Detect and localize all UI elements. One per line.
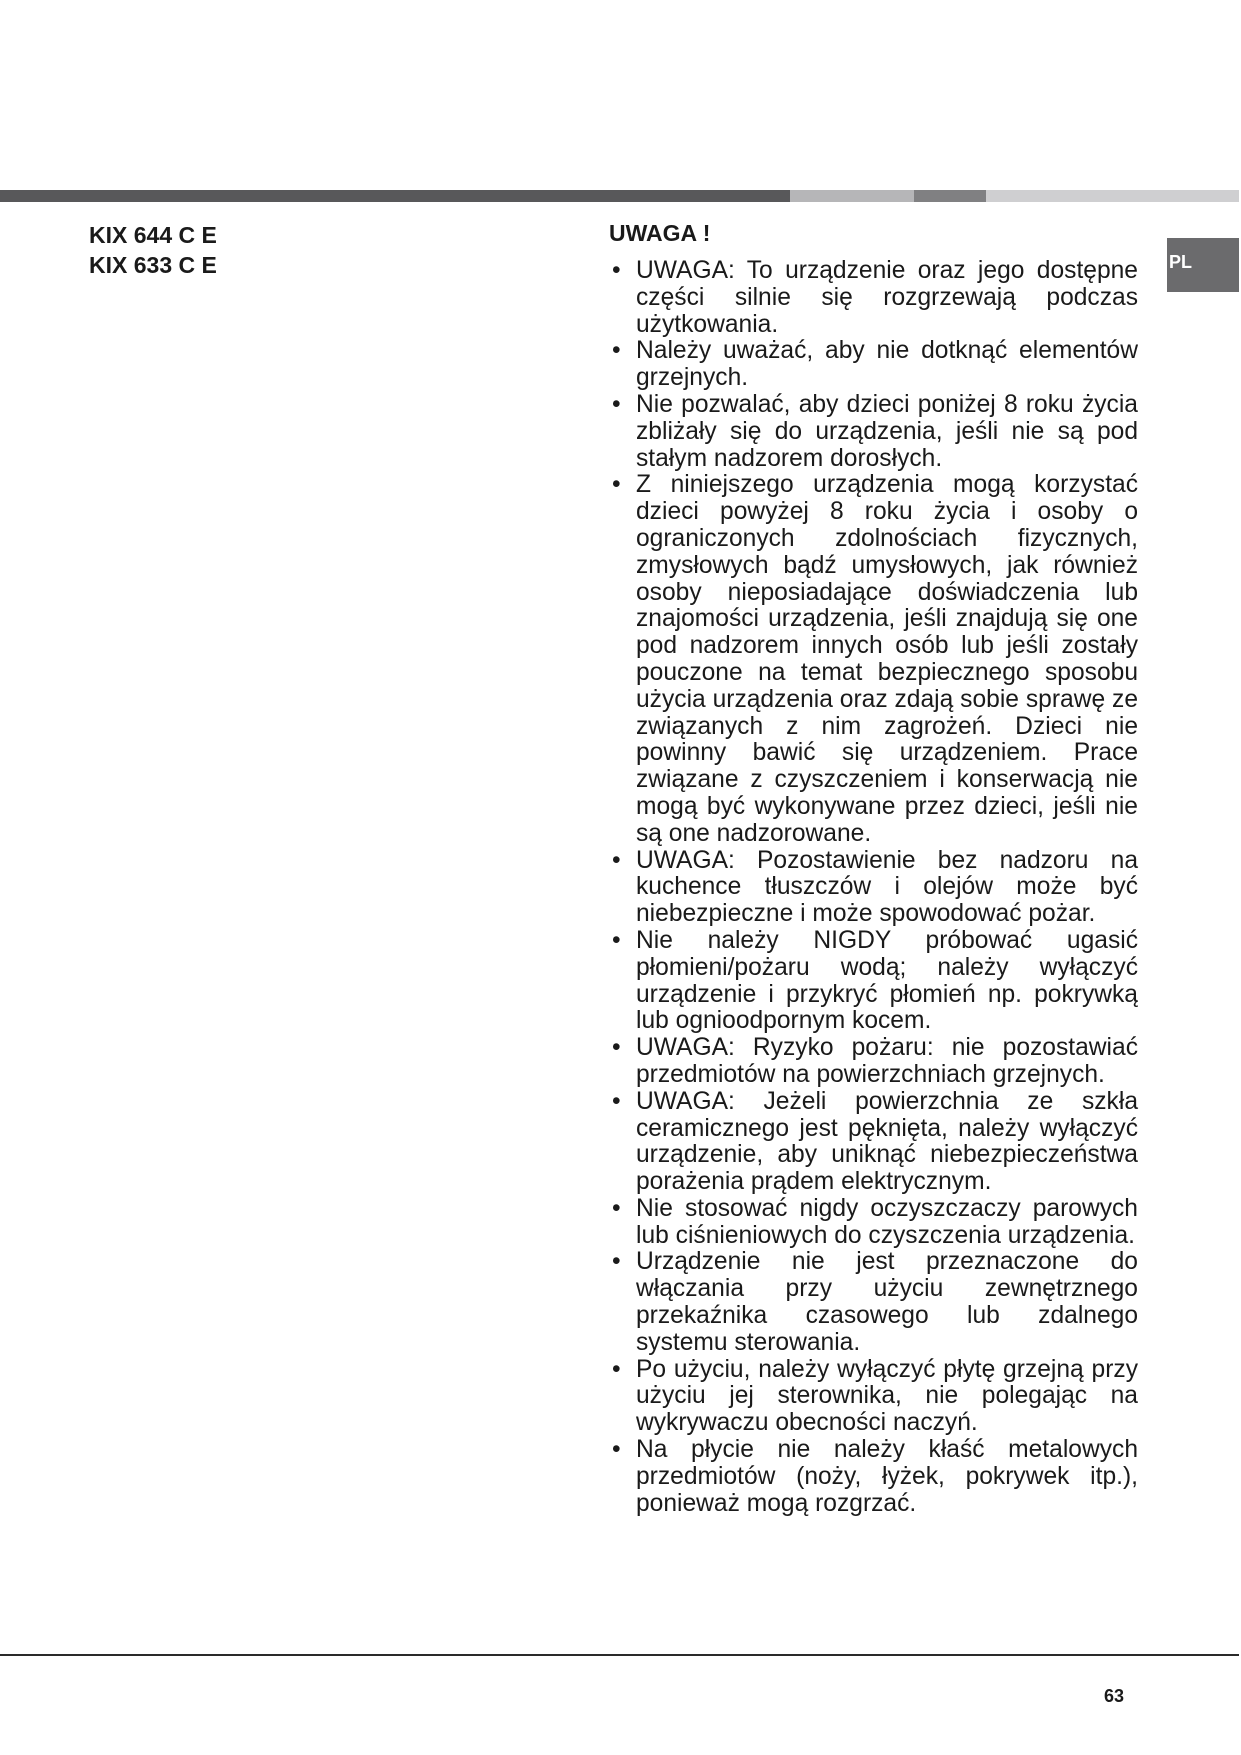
bullet-icon: • bbox=[612, 846, 621, 874]
bullet-icon: • bbox=[612, 257, 621, 284]
warning-item bbox=[612, 472, 1138, 847]
warning-item bbox=[612, 1035, 1138, 1089]
warning-text: Należy uważać, aby nie dotknąć elementów grzejnych. bbox=[636, 337, 1138, 392]
bullet-icon: • bbox=[612, 337, 621, 365]
model-name: KIX 644 C E bbox=[89, 222, 217, 248]
bullet-icon: • bbox=[612, 1194, 621, 1222]
bullet-icon: • bbox=[612, 1355, 621, 1383]
warning-item bbox=[612, 258, 1138, 338]
page-number: 63 bbox=[1104, 1686, 1125, 1706]
language-tab: PL bbox=[1167, 238, 1239, 292]
warning-text: Nie pozwalać, aby dzieci poniżej 8 roku życia zbliżały się do urządzenia, jeśli nie są pod stałym nadzorem dorosłych. bbox=[636, 390, 1138, 472]
bullet-icon: • bbox=[612, 1087, 621, 1115]
warning-item bbox=[612, 848, 1138, 928]
bullet-icon: • bbox=[612, 1034, 621, 1062]
bullet-icon: • bbox=[612, 471, 621, 499]
warning-item bbox=[612, 928, 1138, 1035]
bullet-icon: • bbox=[612, 1436, 621, 1464]
header-bar-segment bbox=[914, 190, 986, 202]
warning-text: Nie stosować nigdy oczyszczaczy parowych lub ciśnieniowych do czyszczenia urządzenia. bbox=[636, 1194, 1138, 1249]
footer-rule bbox=[0, 1654, 1239, 1656]
warning-item bbox=[612, 1437, 1138, 1517]
warning-item bbox=[612, 1089, 1138, 1196]
model-name: KIX 633 C E bbox=[89, 252, 217, 278]
warning-text: Z niniejszego urządzenia mogą korzystać dzieci powyżej 8 roku życia i osoby o ograniczonych zdolnościach fizycznych, zmysłowych bądź umysłowych, jak również osoby nieposiadające doświadczenia lub znajomości urządzenia, jeśli znajdują się one pod nadzorem innych osób lub jeśli zostały pouczone na temat bezpiecznego sposobu użycia urządzenia oraz zdają sobie sprawę ze związanych z nim zagrożeń. Dzieci nie powinny bawić się urządzeniem. Prace związane z czyszczeniem i konserwacją nie mogą być wykonywane przez dzieci, jeśli nie są one nadzorowane. bbox=[636, 471, 1138, 847]
warning-item bbox=[612, 1249, 1138, 1356]
warning-item bbox=[612, 392, 1138, 472]
model-list bbox=[89, 220, 217, 280]
warning-item bbox=[612, 1357, 1138, 1437]
header-bar-segment bbox=[790, 190, 914, 202]
header-bar-segment bbox=[986, 190, 1239, 202]
section-heading: UWAGA ! bbox=[609, 220, 711, 246]
warning-item bbox=[612, 1196, 1138, 1250]
warning-text: UWAGA: Ryzyko pożaru: nie pozostawiać przedmiotów na powierzchniach grzejnych. bbox=[636, 1034, 1138, 1088]
warning-list bbox=[612, 258, 1138, 1517]
warning-text: Na płycie nie należy kłaść metalowych przedmiotów (noży, łyżek, pokrywek itp.), ponieważ mogą rozgrzać. bbox=[636, 1436, 1138, 1517]
warning-text: Po użyciu, należy wyłączyć płytę grzejną przy użyciu jej sterownika, nie polegając na wykrywaczu obecności naczyń. bbox=[636, 1355, 1138, 1437]
bullet-icon: • bbox=[612, 926, 621, 954]
warning-text: UWAGA: Jeżeli powierzchnia ze szkła ceramicznego jest pęknięta, należy wyłączyć urządzenie, aby uniknąć niebezpieczeństwa porażenia prądem elektrycznym. bbox=[636, 1087, 1138, 1196]
bullet-icon: • bbox=[612, 1248, 621, 1276]
warning-text: UWAGA: Pozostawienie bez nadzoru na kuchence tłuszczów i olejów może być niebezpieczne i może spowodować pożar. bbox=[636, 846, 1138, 928]
bullet-icon: • bbox=[612, 390, 621, 418]
warning-text: Nie należy NIGDY próbować ugasić płomieni/pożaru wodą; należy wyłączyć urządzenie i przykryć płomień np. pokrywką lub ognioodpornym kocem. bbox=[636, 926, 1138, 1035]
warning-text: Urządzenie nie jest przeznaczone do włączania przy użyciu zewnętrznego przekaźnika czasowego lub zdalnego systemu sterowania. bbox=[636, 1248, 1138, 1356]
warning-text: UWAGA: To urządzenie oraz jego dostępne części silnie się rozgrzewają podczas użytkowania. bbox=[636, 257, 1138, 338]
header-bar-segment bbox=[0, 190, 790, 202]
warning-item bbox=[612, 338, 1138, 392]
